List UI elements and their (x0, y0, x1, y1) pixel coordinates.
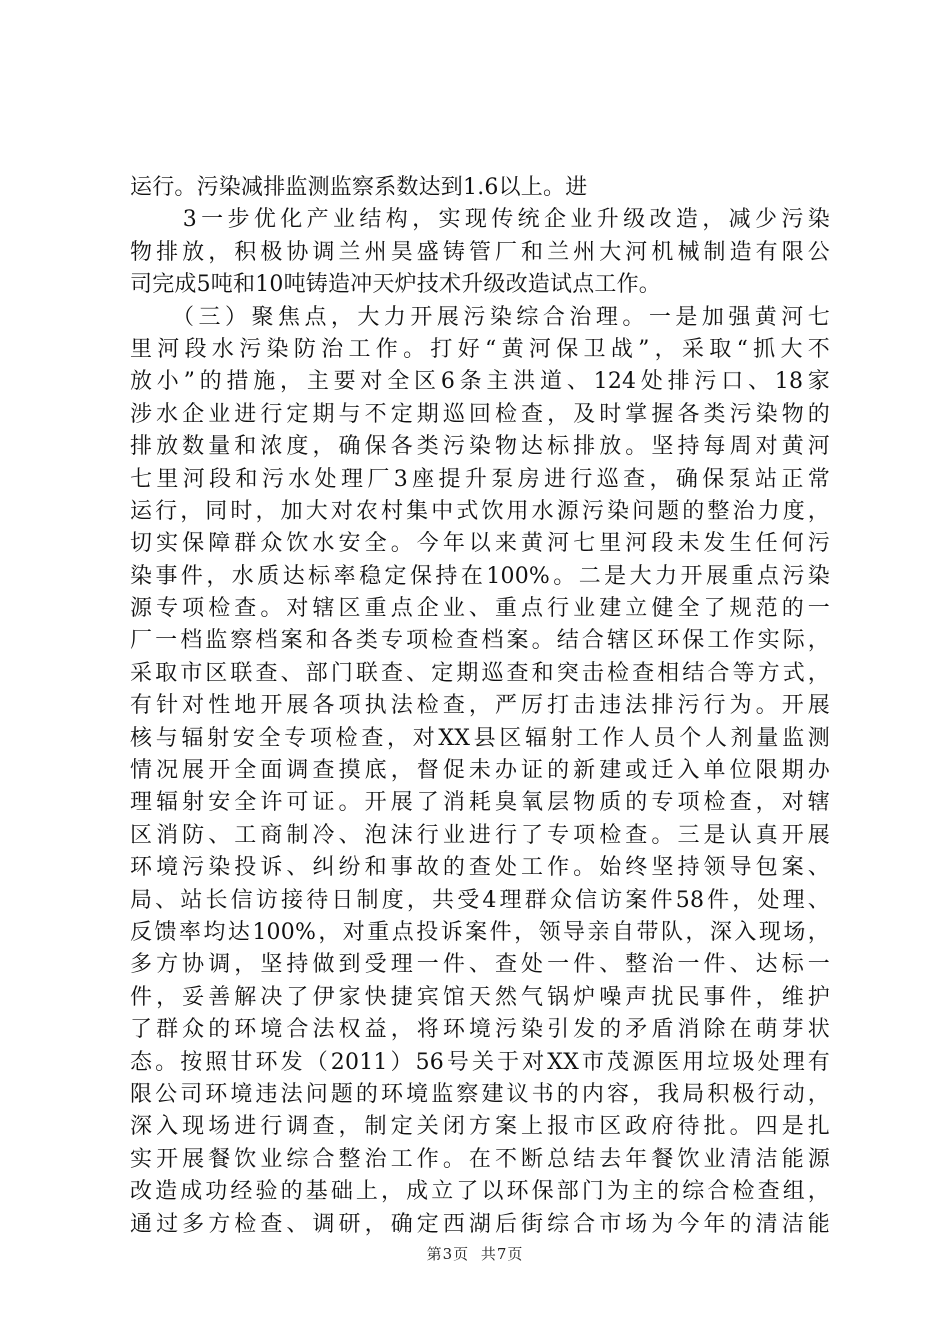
text-line: 3一步优化产业结构，实现传统企业升级改造，减少污染 (130, 207, 830, 233)
text-line: 了群众的环境合法权益，将环境污染引发的矛盾消除在萌芽状 (130, 1017, 830, 1043)
text-line: 七里河段和污水处理厂3座提升泵房进行巡查，确保泵站正常 (130, 466, 830, 492)
text-line: 涉水企业进行定期与不定期巡回检查，及时掌握各类污染物的 (130, 401, 830, 427)
text-line: 情况展开全面调查摸底，督促未办证的新建或迁入单位限期办 (130, 758, 830, 784)
text-line: 态。按照甘环发（2011）56号关于对XX市茂源医用垃圾处理有 (130, 1049, 830, 1075)
text-line: 核与辐射安全专项检查，对XX县区辐射工作人员个人剂量监测 (130, 725, 830, 751)
text-line: 环境污染投诉、纠纷和事故的查处工作。始终坚持领导包案、 (130, 855, 830, 881)
text-line: 反馈率均达100%，对重点投诉案件，领导亲自带队，深入现场， (130, 919, 830, 945)
text-line: 限公司环境违法问题的环境监察建议书的内容，我局积极行动， (130, 1081, 830, 1107)
text-line: 染事件，水质达标率稳定保持在100%。二是大力开展重点污染 (130, 563, 830, 589)
text-line: 物排放，积极协调兰州昊盛铸管厂和兰州大河机械制造有限公 (130, 239, 830, 265)
page-total: 共7页 (480, 1245, 524, 1263)
text-line: 理辐射安全许可证。开展了消耗臭氧层物质的专项检查，对辖 (130, 790, 830, 816)
text-line: 切实保障群众饮水安全。今年以来黄河七里河段未发生任何污 (130, 531, 830, 557)
text-line: 通过多方检查、调研，确定西湖后街综合市场为今年的清洁能 (130, 1211, 830, 1237)
page-number: 第3页 (426, 1245, 470, 1263)
text-line: 采取市区联查、部门联查、定期巡查和突击检查相结合等方式， (130, 660, 830, 686)
text-line: 里河段水污染防治工作。打好“黄河保卫战”，采取“抓大不 (130, 336, 830, 362)
text-line: 改造成功经验的基础上，成立了以环保部门为主的综合检查组， (130, 1179, 830, 1205)
text-line: 深入现场进行调查，制定关闭方案上报市区政府待批。四是扎 (130, 1114, 830, 1140)
text-line: 源专项检查。对辖区重点企业、重点行业建立健全了规范的一 (130, 596, 830, 622)
text-line: 实开展餐饮业综合整治工作。在不断总结去年餐饮业清洁能源 (130, 1146, 830, 1172)
text-line: 局、站长信访接待日制度，共受4理群众信访案件58件，处理、 (130, 887, 830, 913)
page-footer (0, 1243, 950, 1264)
text-line: 厂一档监察档案和各类专项检查档案。结合辖区环保工作实际， (130, 628, 830, 654)
text-line: （三）聚焦点，大力开展污染综合治理。一是加强黄河七 (130, 304, 830, 330)
body-text (130, 172, 830, 1241)
text-line: 司完成5吨和10吨铸造冲天炉技术升级改造试点工作。 (130, 272, 661, 298)
text-line: 区消防、工商制冷、泡沫行业进行了专项检查。三是认真开展 (130, 822, 830, 848)
text-line: 运行，同时，加大对农村集中式饮用水源污染问题的整治力度， (130, 498, 830, 524)
text-line: 排放数量和浓度，确保各类污染物达标排放。坚持每周对黄河 (130, 434, 830, 460)
text-line: 多方协调，坚持做到受理一件、查处一件、整治一件、达标一 (130, 952, 830, 978)
text-line: 有针对性地开展各项执法检查，严厉打击违法排污行为。开展 (130, 693, 830, 719)
text-line: 件，妥善解决了伊家快捷宾馆天然气锅炉噪声扰民事件，维护 (130, 984, 830, 1010)
text-line: 放小”的措施，主要对全区6条主洪道、124处排污口、18家 (130, 369, 830, 395)
text-line: 运行。污染减排监测监察系数达到1.6以上。进 (130, 175, 588, 200)
